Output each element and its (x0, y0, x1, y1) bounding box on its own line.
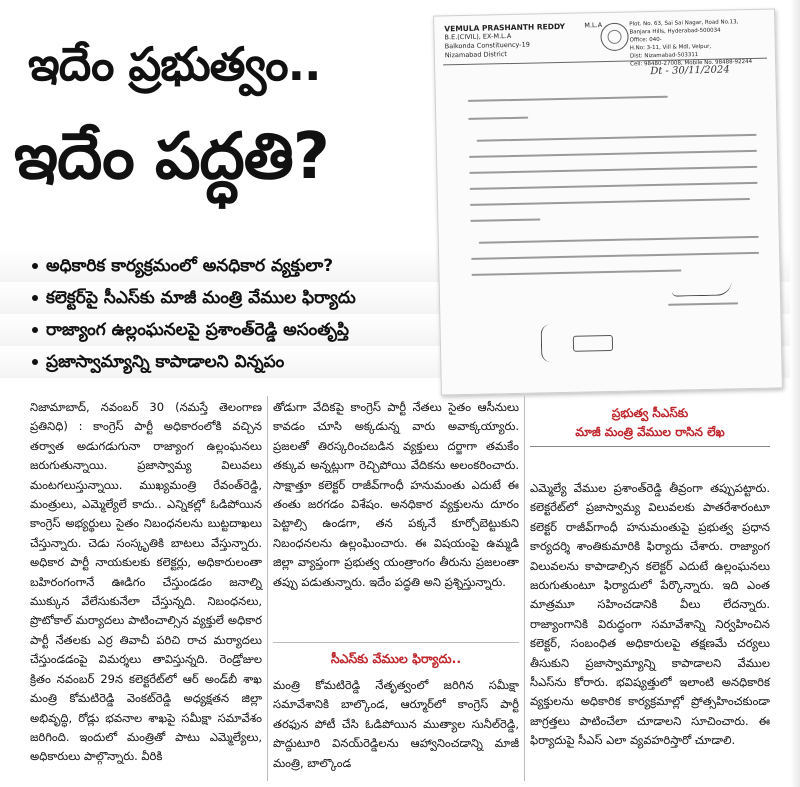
bullet-text: రాజ్యాంగ ఉల్లంఘనలపై ప్రశాంత్‌రెడ్డి అసంతృప్తి (46, 320, 350, 340)
article-paragraph: తోడుగా వేదికపై కాంగ్రెస్ పార్టీ నేతలు సైతం ఆసీనులు కావడం చూసి అక్కడున్న వారు అవాక్కయ్యారు. ప్రజలతో తిరస్కరించబడిన వ్యక్తులు దర్జాగా తమకేం తక్కువ అన్నట్లుగా రెచ్చిపోయి వేదికను అలంకరించారు. సాక్షాత్తూ కలెక్టర్ రాజీవ్‌గాంధీ హనుమంతు ఎదుటే ఈ తంతు జరగడం విశేషం. అనధికార వ్యక్తులను దూరం పెట్టాల్సి ఉండగా, తన పక్కనే కూర్చోబెట్టుకుని నిబంధనలను ఉల్లంఘించారు. ఈ విషయంపై ఉమ్మడి జిల్లా వ్యాప్తంగా ప్రభుత్వ యంత్రాంగం తీరును ప్రజలంతా తప్పు పడుతున్నారు. ఇదేం పద్ధతి అని ప్రశ్నిస్తున్నారు. (273, 400, 519, 589)
bullet-text: ప్రజాస్వామ్యాన్ని కాపాడాలని విన్నపం (46, 352, 285, 372)
letter-text-line (470, 182, 758, 190)
article-column-2 (273, 398, 519, 592)
address-line: Plot. No. 63, Sai Sai Nagar, Road No.13, (629, 19, 739, 28)
bullet-dot-icon (32, 359, 38, 365)
letterhead-district: Nizamabad District (444, 50, 507, 60)
letter-text-line (470, 218, 540, 221)
bullet-dot-icon (32, 263, 38, 269)
letter-text-line (468, 117, 528, 120)
received-stamp-icon (573, 335, 613, 352)
letterhead-constituency: Balkonda Constituency-19 (444, 40, 530, 51)
letter-caption (530, 404, 770, 442)
emblem-seal-icon (600, 23, 629, 52)
letterhead-left (444, 22, 565, 61)
article-paragraph: ఎమ్మెల్యే వేముల ప్రశాంత్‌రెడ్డి తీవ్రంగా తప్పుపట్టారు. కలెక్టరేట్‌లో ప్రజాస్వామ్య విలువలకు పాతరేశారంటూ కలెక్టర్ రాజీవ్‌గాంధీ హనుమంతుపై ప్రభుత్వ ప్రధాన కార్యదర్శి శాంతికుమారికి ఫిర్యాదు చేశారు. రాజ్యాంగ విలువలను కాపాడాల్సిన కలెక్టర్ ఎదుటే ఉల్లంఘనలు జరుగుతుంటూ ఫిర్యాదులో పేర్కొన్నారు. ఇది ఎంత మాత్రమూ సహించడానికి వీలు లేదన్నారు. రాజ్యాంగానికి విరుద్ధంగా సమావేశాన్ని నిర్వహించిన కలెక్టర్, సంబంధిత అధికారులపై తక్షణమే చర్యలు తీసుకుని ప్రజాస్వామ్యాన్ని కాపాడాలని వేముల సీఎస్‌ను కోరారు. భవిష్యత్తులో ఇలాంటి అనధికారిక వ్యక్తులను అధికారిక కార్యక్రమాల్లో ప్రోత్సహించకుండా జాగ్రత్తలు పాటించేలా చూడాలని సూచించారు. ఈ ఫిర్యాదుపై సీఎస్ ఎలా వ్యవహరిస్తారో చూడాలి. (530, 481, 770, 748)
article-paragraph: నిజామాబాద్, నవంబర్ 30 (నమస్తే తెలంగాణ ప్రతినిధి) : కాంగ్రెస్ పార్టీ అధికారంలోకి వచ్చిన తర్వాత అడుగడుగునా రాజ్యాంగ ఉల్లంఘనలు జరుగుతున్నాయి. ప్రజాస్వామ్య విలువలు మంటగలుస్తున్నాయి. ముఖ్యమంత్రి రేవంత్‌రెడ్డి, మంత్రులు, ఎమ్మెల్యేలే కాదు.. ఎన్నికల్లో ఓడిపోయిన కాంగ్రెస్ అభ్యర్థులు సైతం నిబంధనలను బుట్టదాఖలు చేస్తున్నారు. చెడు సంస్కృతికి బాటలు వేస్తున్నారు. అధికార పార్టీ నాయకులకు కలెక్టర్లు, అధికారులంతా బహిరంగంగానే ఊడిగం చేస్తుండడం జనాల్ని ముక్కున వేలేసుకునేలా చేస్తున్నది. నిబంధనలు, ప్రొటోకాల్ మర్యాదలు పాటించాల్సిన వ్యక్తులే అధికార పార్టీ నేతలకు ఎర్ర తివాచీ పరిచి రాచ మర్యాదలు చేస్తుండడంపై విమర్శలు తావిస్తున్నది. రెండ్రోజుల క్రితం నవంబర్ 29న కలెక్టరేట్‌లో ఆర్ అండ్‌బీ శాఖ మంత్రి కోమటిరెడ్డి వెంకట్‌రెడ్డి అధ్యక్షతన జిల్లా అభివృద్ధి, రోడ్లు భవనాల శాఖపై సమీక్షా సమావేశం జరిగింది. ఇందులో మంత్రితో పాటు ఎమ్మెల్యేలు, అధికారులు పాల్గొన్నారు. వీరికి (30, 400, 262, 764)
headline-line-2: ఇదేం పద్ధతి? (14, 120, 329, 194)
caption-divider (530, 446, 770, 447)
letter-text-line (477, 134, 757, 142)
letter-text-line (479, 236, 759, 244)
page-edge-shadow (790, 0, 800, 787)
column-divider (267, 396, 268, 781)
address-line: Cell: 98480-27008, Mobile No. 98488-92244 (630, 58, 753, 68)
letter-text-line (668, 302, 738, 305)
letter-text-line (470, 198, 750, 206)
article-column-3 (530, 479, 770, 751)
column-divider (524, 396, 525, 781)
article-column-2-continued (273, 676, 519, 773)
letterhead-name: VEMULA PRASHANTH REDDY (444, 21, 566, 34)
bullet-dot-icon (32, 295, 38, 301)
address-line: Office: 040- (629, 36, 662, 44)
article-subheading: సీఎస్‌కు వేముల ఫిర్యాదు.. (330, 651, 462, 666)
letterhead-subtitle: B.E.(CIVIL), EX-M.L.A (444, 31, 512, 42)
bullet-text: కలెక్టర్‌పై సీఎస్‌కు మాజీ మంత్రి వేముల ఫిర్యాదు (46, 288, 356, 308)
caption-line-1: ప్రభుత్వ సీఎస్‌కు (611, 406, 689, 420)
article-paragraph: మంత్రి కోమటిరెడ్డి నేతృత్వంలో జరిగిన సమీక్షా సమావేశానికి బాల్కొండ, ఆర్మూర్‌లో కాంగ్రెస్ పార్టీ తరఫున పోటీ చేసి ఓడిపోయిన ముత్యాల సునీల్‌రెడ్డి, పొద్దుటూరి వినయ్‌రెడ్డిలను ఆహ్వానించడాన్ని మాజీ మంత్రి, బాల్కొండ (273, 678, 519, 770)
receipt-signature-mark (541, 324, 563, 362)
bullet-dot-icon (32, 327, 38, 333)
letter-text-line (469, 150, 757, 158)
letter-text-line (471, 269, 681, 275)
headline-line-1: ఇదేం ప్రభుత్వం.. (28, 37, 321, 91)
address-line: Banjara Hills, Hyderabad-500034 (629, 27, 721, 36)
letterhead-title: M.L.A (584, 21, 603, 30)
signature-mark (672, 280, 732, 296)
letter-image (433, 8, 783, 395)
caption-line-2: మాజీ మంత్రి వేముల రాసిన లేఖ (575, 425, 725, 439)
bullet-text: అధికారిక కార్యక్రమంలో అనధికార వ్యక్తులా? (46, 256, 334, 276)
letter-text-line (471, 252, 759, 260)
section-divider (273, 642, 519, 643)
letter-text-line (468, 96, 668, 102)
address-line: Dist: Nizamabad-503311 (629, 52, 699, 60)
article-column-1 (30, 398, 262, 767)
address-line: H.No: 3-11, Vill & Mdl, Velpur, (629, 43, 712, 52)
letter-text-line (469, 166, 757, 174)
letter-date: Dt - 30/11/2024 (650, 64, 730, 78)
